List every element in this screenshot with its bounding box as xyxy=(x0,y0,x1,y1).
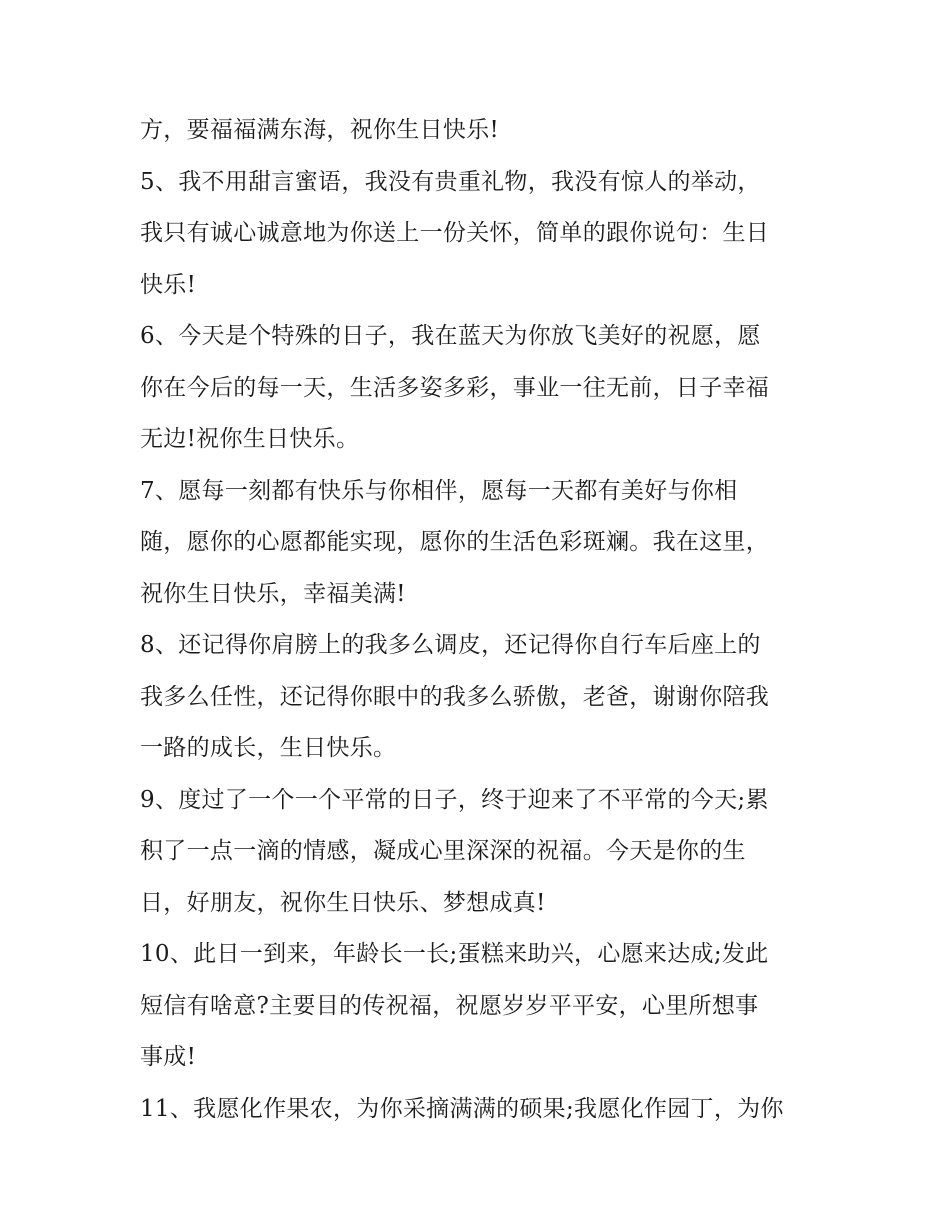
text-line: 9、度过了一个一个平常的日子，终于迎来了不平常的今天;累 xyxy=(140,786,769,813)
text-line: 我只有诚心诚意地为你送上一份关怀，简单的跟你说句：生日 xyxy=(140,220,770,246)
text-line: 快乐! xyxy=(140,271,197,298)
text-line: 无边!祝你生日快乐。 xyxy=(140,426,360,452)
text-line: 短信有啥意?主要目的传祝福，祝愿岁岁平平安，心里所想事 xyxy=(140,992,759,1019)
text-line: 11、我愿化作果农，为你采摘满满的硕果;我愿化作园丁，为你 xyxy=(140,1095,784,1122)
text-line: 5、我不用甜言蜜语，我没有贵重礼物，我没有惊人的举动， xyxy=(140,168,761,195)
text-line: 积了一点一滴的情感，凝成心里深深的祝福。今天是你的生 xyxy=(140,838,746,864)
text-line: 我多么任性，还记得你眼中的我多么骄傲，老爸，谢谢你陪我 xyxy=(140,683,770,710)
text-line: 8、还记得你肩膀上的我多么调皮，还记得你自行车后座上的 xyxy=(140,632,761,658)
document-body xyxy=(140,105,820,1135)
text-line: 6、今天是个特殊的日子，我在蓝天为你放飞美好的祝愿，愿 xyxy=(140,323,761,349)
text-line: 祝你生日快乐，幸福美满! xyxy=(140,580,406,607)
text-line: 一路的成长，生日快乐。 xyxy=(140,735,397,761)
text-line: 方，要福福满东海，祝你生日快乐! xyxy=(140,117,500,143)
text-line: 事成! xyxy=(140,1044,197,1070)
text-line: 7、愿每一刻都有快乐与你相伴，愿每一天都有美好与你相 xyxy=(140,477,738,504)
text-line: 你在今后的每一天，生活多姿多彩，事业一往无前，日子幸福 xyxy=(140,374,770,401)
text-line: 日，好朋友，祝你生日快乐、梦想成真! xyxy=(140,889,546,916)
text-line: 随，愿你的心愿都能实现，愿你的生活色彩斑斓。我在这里， xyxy=(140,529,770,555)
text-line: 10、此日一到来，年龄长一长;蛋糕来助兴，心愿来达成;发此 xyxy=(140,941,769,967)
